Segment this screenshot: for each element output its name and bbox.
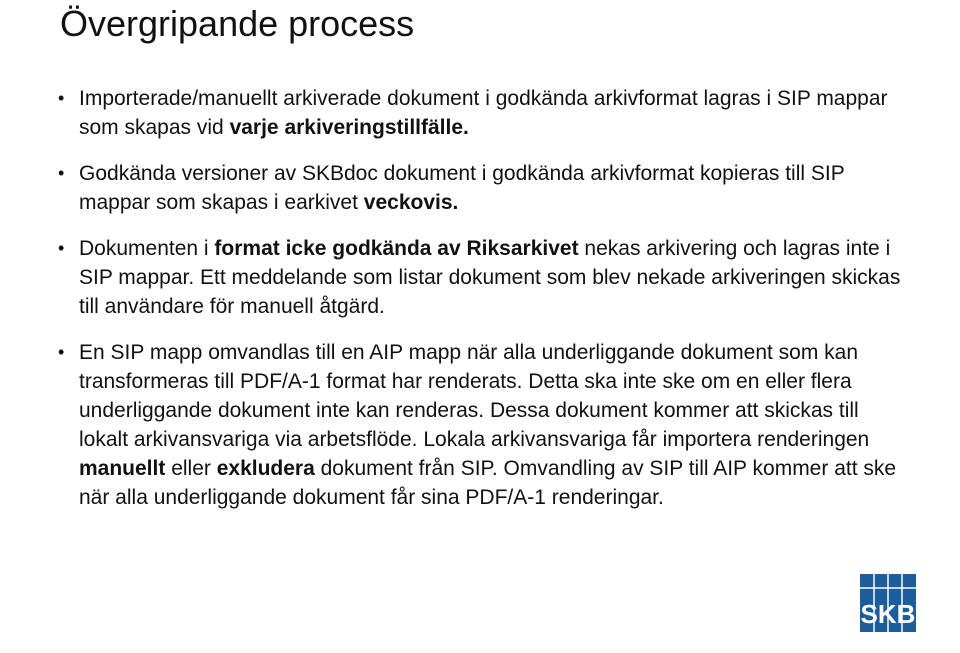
bullet-text-bold: manuellt <box>79 457 166 480</box>
bullet-text: Godkända versioner av SKBdoc dokument i godkända arkivformat kopieras till SIP mappar som skapas i earkivet <box>79 162 845 214</box>
bullet-text-bold: exkludera <box>216 457 315 480</box>
bullet-text-bold: format icke godkända av Riksarkivet <box>214 237 579 260</box>
bullet-item-2 <box>58 159 908 217</box>
bullet-text: En SIP mapp omvandlas till en AIP mapp när alla underliggande dokument som kan transformeras till PDF/A-1 format har renderats. Detta ska inte ske om en eller flera underliggande dokument inte kan renderas. Dessa dokument kommer att skickas till lokalt arkivansvariga via arbetsflöde. Lokala arkivansvariga får importera renderingen <box>79 341 870 451</box>
bullet-text: eller <box>165 457 217 480</box>
logo-text: SKB <box>860 599 916 629</box>
bullet-list <box>58 84 908 512</box>
skb-logo <box>860 574 916 632</box>
bullet-text: Dokumenten i <box>79 237 215 260</box>
bullet-item-4 <box>58 338 908 512</box>
bullet-item-3 <box>58 234 908 321</box>
skb-logo-icon <box>860 574 916 632</box>
bullet-item-1 <box>58 84 908 142</box>
bullet-text: dokument från SIP. Omvandling av SIP till AIP kommer att ske när alla underliggande dokument får sina PDF/A-1 renderingar. <box>79 457 897 509</box>
bullet-text: nekas arkivering och lagras inte i SIP mappar. Ett meddelande som listar dokument som blev nekade arkiveringen skickas till användare för manuell åtgärd. <box>79 237 901 318</box>
bullet-text-bold: varje arkiveringstillfälle. <box>229 116 469 139</box>
bullet-text: Importerade/manuellt arkiverade dokument i godkända arkivformat lagras i SIP mappar som skapas vid <box>79 87 888 139</box>
bullet-text-bold: veckovis. <box>363 191 459 214</box>
slide-title: Övergripande process <box>60 3 415 44</box>
